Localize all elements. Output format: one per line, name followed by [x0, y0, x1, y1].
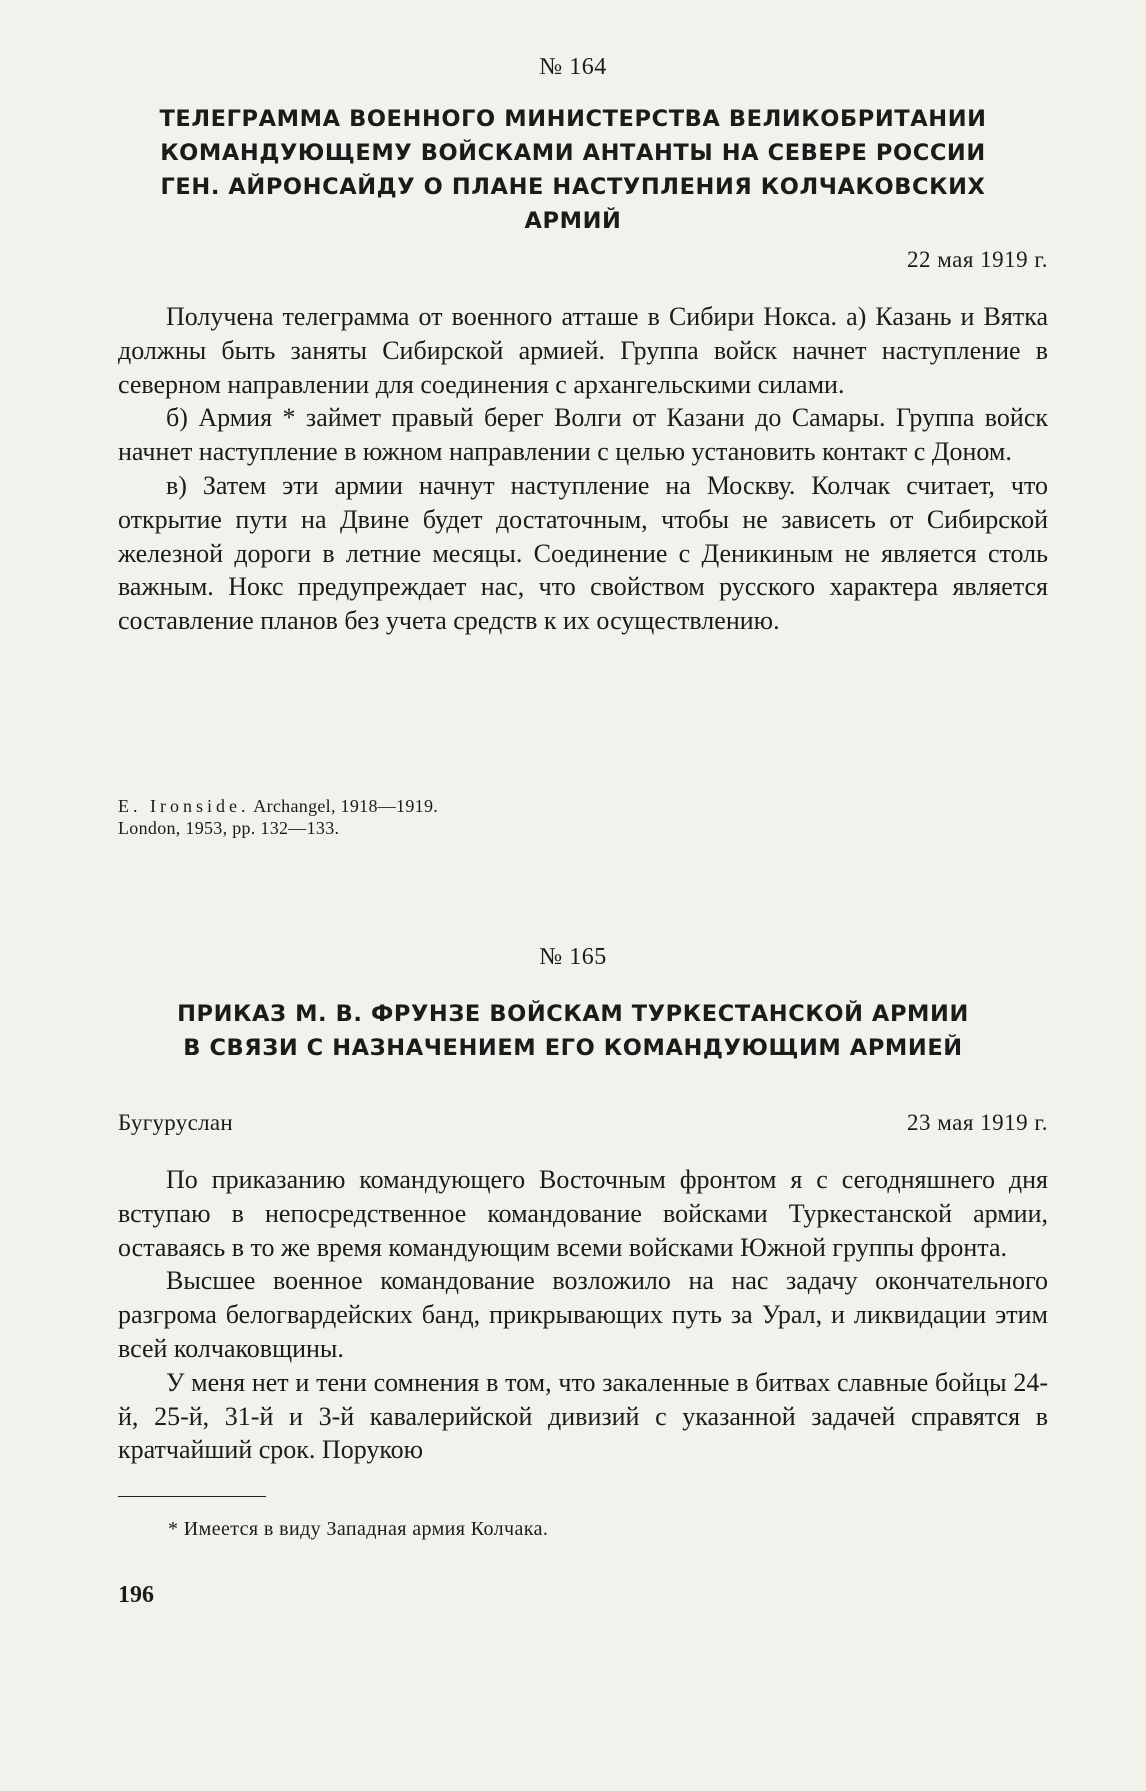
doc-164-heading [100, 102, 1046, 238]
paragraph: По приказанию командующего Восточным фронтом я с сегодняшнего дня вступаю в непосредственное командование войсками Туркестанской армии, оставаясь в то же время командующим всеми войсками Южной группы фронта. [118, 1165, 1048, 1262]
doc-164-source [118, 795, 498, 839]
doc-165-date: 23 мая 1919 г. [906, 1110, 1048, 1135]
footnote-rule [118, 1496, 266, 1497]
heading-line: ПРИКАЗ М. В. ФРУНЗЕ ВОЙСКАМ ТУРКЕСТАНСКОЙ АРМИИ [177, 1001, 969, 1027]
heading-line: ТЕЛЕГРАММА ВОЕННОГО МИНИСТЕРСТВА ВЕЛИКОБРИТАНИИ [159, 106, 987, 132]
heading-line: ГЕН. АЙРОНСАЙДУ О ПЛАНЕ НАСТУПЛЕНИЯ КОЛЧАКОВСКИХ [160, 174, 986, 200]
page-number: 196 [118, 1582, 154, 1608]
paragraph: Получена телеграмма от военного атташе в Сибири Нокса. а) Казань и Вятка должны быть заняты Сибирской армией. Группа войск начнет наступление в северном направлении для соединения с архангельскими силами. [118, 302, 1048, 399]
paragraph: в) Затем эти армии начнут наступление на Москву. Колчак считает, что открытие пути на Двине будет достаточным, чтобы не зависеть от Сибирской железной дороги в летние месяцы. Соединение с Деникиным не является столь важным. Нокс предупреждает нас, что свойством русского характера является составление планов без учета средств к их осуществлению. [118, 470, 1048, 636]
paragraph: У меня нет и тени сомнения в том, что закаленные в битвах славные бойцы 24-й, 25-й, 31-й и 3-й кавалерийской дивизий с указанной задачей справятся в кратчайший срок. Порукою [118, 1367, 1048, 1465]
doc-165-heading [100, 997, 1046, 1065]
doc-164-number: № 164 [539, 54, 607, 80]
source-author: E. Ironside. [118, 796, 250, 816]
footnote: * Имеется в виду Западная армия Колчака. [168, 1518, 549, 1540]
doc-165-body [118, 1163, 1048, 1467]
doc-164-date: 22 мая 1919 г. [906, 247, 1048, 272]
paragraph: б) Армия * займет правый берег Волги от Казани до Самары. Группа войск начнет наступление в южном направлении с целью установить контакт с Доном. [118, 403, 1048, 467]
heading-line: КОМАНДУЮЩЕМУ ВОЙСКАМИ АНТАНТЫ НА СЕВЕРЕ РОССИИ [160, 140, 986, 166]
doc-165-number: № 165 [539, 944, 607, 970]
source-reference: Archangel, 1918—1919. London, 1953, pp. 132—133. [118, 796, 439, 838]
heading-line: АРМИЙ [524, 208, 622, 234]
paragraph: Высшее военное командование возложило на нас задачу окончательного разгрома белогвардейских банд, прикрывающих путь за Урал, и ликвидации этим всей колчаковщины. [118, 1266, 1048, 1363]
doc-165-place: Бугуруслан [118, 1110, 233, 1135]
heading-line: В СВЯЗИ С НАЗНАЧЕНИЕМ ЕГО КОМАНДУЮЩИМ АРМИЕЙ [183, 1035, 963, 1061]
doc-164-body [118, 300, 1048, 638]
